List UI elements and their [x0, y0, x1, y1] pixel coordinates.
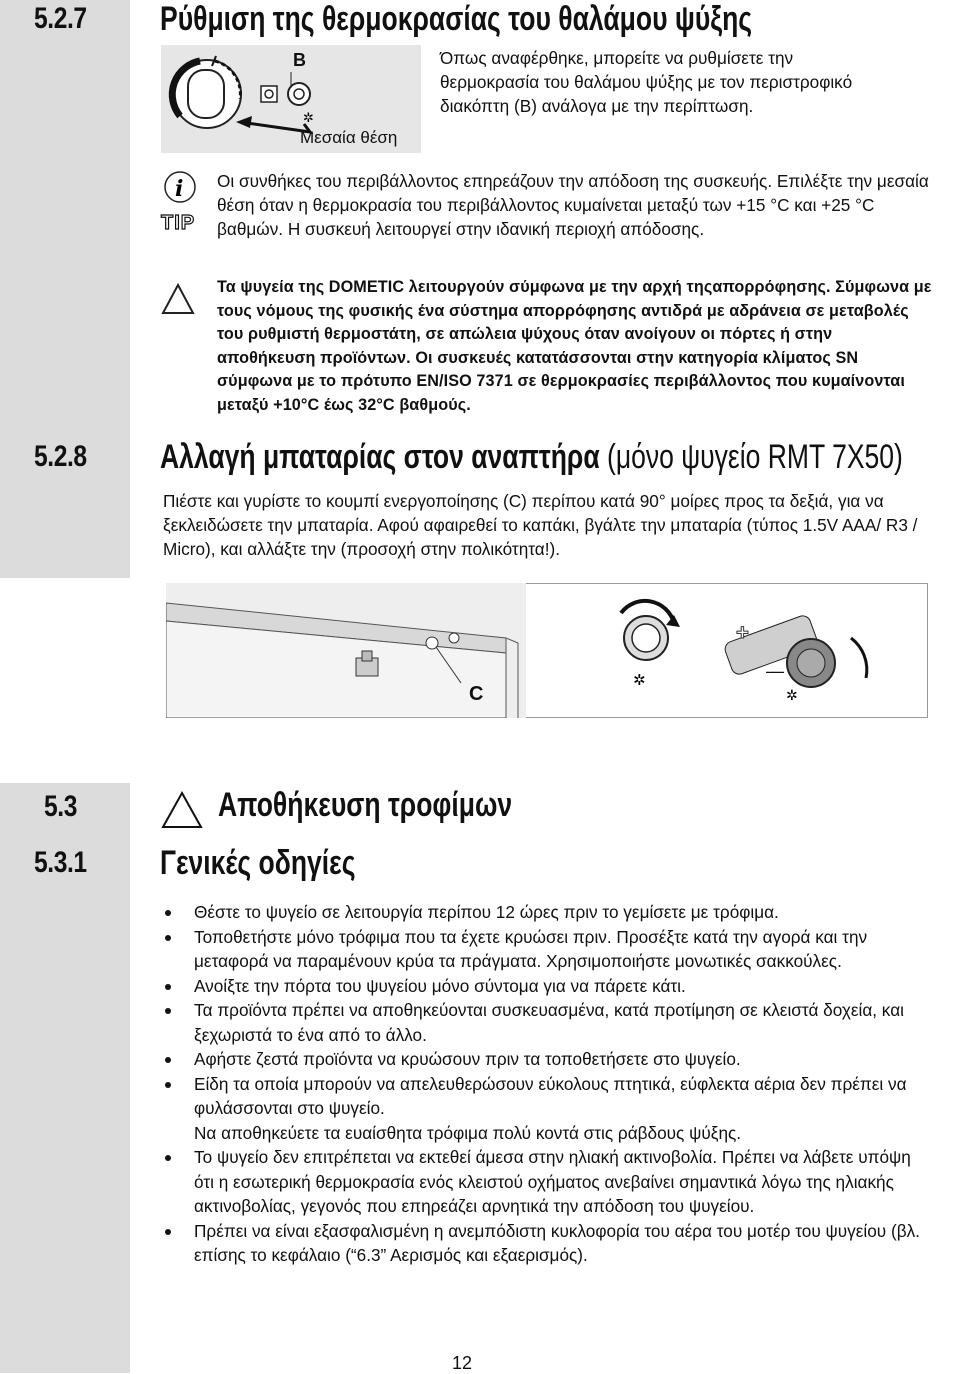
tip-block-icon: [160, 170, 200, 240]
list-item-text: Αφήστε ζεστά προϊόντα να κρυώσουν πριν τα τοποθετήσετε στο ψυγείο.: [194, 1049, 741, 1069]
svg-text:✲: ✲: [303, 111, 314, 126]
svg-text:✲: ✲: [633, 671, 646, 689]
bullet-dot: [165, 910, 171, 916]
list-item: [162, 998, 922, 1047]
list-item-text: Θέστε το ψυγείο σε λειτουργία περίπου 12 ώρες πριν το γεμίσετε με τρόφιμα.: [194, 902, 779, 922]
list-item-text: Ανοίξτε την πόρτα του ψυγείου μόνο σύντομα για να πάρετε κάτι.: [194, 975, 686, 996]
list-item: [162, 1145, 922, 1219]
list-item-text: Πρέπει να είναι εξασφαλισμένη η ανεμπόδιστη κυκλοφορία του αέρα του μοτέρ του ψυγείου (βλ. επίσης το κεφάλαιο (“6.3” Αερισμός και εξαερισμός).: [194, 1220, 920, 1265]
bullet-dot: [165, 1057, 171, 1063]
warning-text: Τα ψυγεία της DOMETIC λειτουργούν σύμφωνα με την αρχή τηςαπορρόφησης. Σύμφωνα με τους νόμους της φυσικής ένα σύστημα απορρόφησης αντιδρά με αδράνεια σε μεταβολές του ρυθμιστή θερμοστάτη, σε απώλεια ψύχους όταν ανοίγουν οι πόρτες ή στην αποθήκευση προϊόντων. Οι συσκευές κατατάσσονται στην κατηγορία κλίματος SN σύμφωνα με το πρότυπο EN/ISO 7371 σε θερμοκρασίες περιβάλλοντος που κυμαίνονται μεταξύ +10°C έως 32°C βαθμούς.: [217, 278, 932, 414]
svg-text:i: i: [175, 176, 184, 202]
section-title-531: Γενικές οδηγίες: [160, 844, 356, 882]
bullet-dot: [165, 1229, 171, 1235]
list-item: [162, 1072, 922, 1146]
bullet-dot: [165, 1008, 171, 1014]
section-number-531: 5.3.1: [34, 846, 87, 879]
storage-guidelines-list: [162, 900, 922, 1268]
figure-plus: +: [736, 620, 749, 645]
margin-gap: [0, 578, 130, 783]
list-item: [162, 1047, 922, 1072]
section-title-53: Αποθήκευση τροφίμων: [218, 786, 513, 824]
bullet-dot: [165, 1155, 171, 1161]
figure-caption: Μεσαία θέση: [300, 128, 398, 147]
tip-text: Οι συνθήκες του περιβάλλοντος επηρεάζουν την απόδοση της συσκευής. Επιλέξτε την μεσαία θέση όταν η θερμοκρασία του περιβάλλοντος κυμαίνεται μεταξύ των +15 °C και +25 °C βαθμών. Η συσκευή λειτουργεί στην ιδανική περιοχή απόδοσης.: [217, 171, 929, 239]
section-title-528-main: Αλλαγή μπαταρίας στον αναπτήρα: [160, 438, 600, 476]
list-item: [162, 974, 922, 999]
section-number-527: 5.2.7: [34, 2, 87, 35]
list-item: [162, 900, 922, 925]
intro-paragraph: Όπως αναφέρθηκε, μπορείτε να ρυθμίσετε την θερμοκρασία του θαλάμου ψύξης με τον περιστροφικό διακόπτη (B) ανάλογα με την περίπτωση.: [440, 48, 853, 116]
warning-triangle-icon-53: [160, 790, 204, 830]
figure-label-b: B: [293, 50, 306, 70]
section-number-528: 5.2.8: [34, 440, 87, 473]
svg-text:✲: ✲: [786, 688, 798, 704]
bullet-dot: [165, 1082, 171, 1088]
list-item-text-continued: Να αποθηκεύετε τα ευαίσθητα τρόφιμα πολύ κοντά στις ράβδους ψύξης.: [194, 1122, 742, 1143]
figure-minus: —: [766, 661, 784, 681]
bullet-dot: [165, 984, 171, 990]
list-item: [162, 925, 922, 974]
battery-paragraph: Πιέστε και γυρίστε το κουμπί ενεργοποίησης (C) περίπου κατά 90° μοίρες προς τα δεξιά, για να ξεκλειδώσετε την μπαταρία. Αφού αφαιρεθεί το καπάκι, βγάλτε την μπαταρία (τύπος 1.5V AAA/ R3 / Micro), και αλλάξτε την (προσοχή στην πολικότητα!).: [163, 491, 918, 559]
section-title-528-sub: (μόνο ψυγείο RMT 7X50): [607, 438, 903, 476]
section-title-528: [160, 438, 903, 477]
warning-triangle-icon: [160, 282, 196, 316]
figure-label-c: C: [469, 683, 484, 705]
list-item-text: Τοποθετήστε μόνο τρόφιμα που τα έχετε κρυώσει πριν. Προσέξτε κατά την αγορά και την μεταφορά να παραμένουν κρύα τα πράγματα. Χρησιμοποιήστε μονωτικές σακκούλες.: [194, 926, 868, 971]
list-item-text: Είδη τα οποία μπορούν να απελευθερώσουν εύκολους πτητικά, εύφλεκτα αέρια δεν πρέπει να φυλάσσονται στο ψυγείο.: [194, 1073, 907, 1118]
section-number-53: 5.3: [44, 790, 77, 823]
list-item-text: Το ψυγείο δεν επιτρέπεται να εκτεθεί άμεσα στην ηλιακή ακτινοβολία. Πρέπει να λάβετε υπόψη ότι η εσωτερική θερμοκρασία ενός κλειστού οχήματος ανεβαίνει σημαντικά λόγω της ηλιακής ακτινοβολίας, γεγονός που επηρεάζει αρνητικά την απόδοση του ψυγείου.: [194, 1147, 911, 1216]
thermostat-dial-figure: [160, 44, 422, 154]
list-item-text: Τα προϊόντα πρέπει να αποθηκεύονται συσκευασμένα, κατά προτίμηση σε κλειστά δοχεία, και ξεχωριστά το ένα από το άλλο.: [194, 1000, 904, 1045]
page-number: 12: [452, 1353, 473, 1373]
list-item: [162, 1219, 922, 1268]
info-icon: [160, 170, 200, 204]
battery-figure: [166, 583, 928, 718]
tip-label: TIP: [161, 212, 196, 234]
section-title-527: Ρύθμιση της θερμοκρασίας του θαλάμου ψύξης: [160, 0, 753, 38]
bullet-dot: [165, 935, 171, 941]
